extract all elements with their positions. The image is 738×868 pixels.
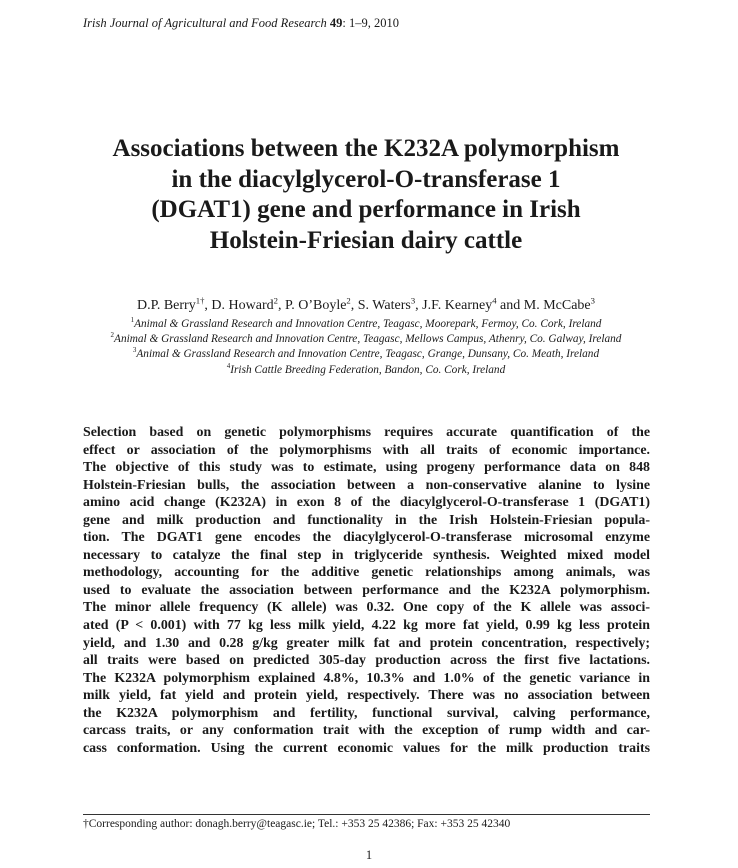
title-line: (DGAT1) gene and performance in Irish: [151, 196, 581, 223]
author-affil-mark: 3: [590, 295, 595, 306]
abstract-line: carcass traits, or any conformation trait with the exception of rump width and car-: [83, 723, 650, 739]
abstract-line: The K232A polymorphism explained 4.8%, 10.3% and 1.0% of the genetic variance in: [83, 670, 650, 686]
author-affil-mark: 4: [492, 295, 497, 306]
abstract: [83, 424, 650, 757]
author-name: J.F. Kearney: [422, 298, 493, 313]
affiliation-text: Animal & Grassland Research and Innovation Centre, Teagasc, Grange, Dunsany, Co. Meath, Ireland: [136, 348, 600, 361]
author-separator: ,: [350, 298, 358, 313]
author-name: D.P. Berry: [137, 298, 196, 313]
author-affil-mark: 3: [410, 295, 416, 306]
affiliations: [40, 317, 692, 378]
abstract-line: amino acid change (K232A) in exon 8 of the diacylglycerol-O-transferase 1 (DGAT1): [83, 495, 650, 511]
abstract-line: ated (P < 0.001) with 77 kg less milk yield, 4.22 kg more fat yield, 0.99 kg less protein: [83, 618, 650, 634]
corresponding-author-footnote: †Corresponding author: donagh.berry@teagasc.ie; Tel.: +353 25 42386; Fax: +353 25 42340: [83, 818, 511, 830]
author-name: S. Waters: [357, 298, 411, 313]
affiliation-number: 3: [132, 346, 137, 355]
author-name: M. McCabe: [523, 298, 591, 313]
author-separator: ,: [415, 298, 423, 313]
abstract-line: The objective of this study was to estimate, using progeny performance data on 848: [83, 460, 650, 476]
author-name: P. O’Boyle: [284, 298, 347, 313]
affiliation: [40, 332, 692, 347]
author-affil-mark: 2: [273, 295, 278, 306]
page-number: 1: [365, 848, 373, 862]
abstract-line: methodology, accounting for the additive genetic relationships among animals, was: [83, 565, 650, 581]
abstract-line: Selection based on genetic polymorphisms requires accurate quantification of the: [83, 425, 650, 440]
author-list: [40, 295, 692, 314]
author-affil-mark: 1†: [195, 295, 205, 306]
abstract-line: effect or association of the polymorphisms with all traits of economic importance.: [83, 442, 650, 458]
affiliation: [40, 347, 692, 362]
affiliation-number: 1: [130, 316, 135, 325]
affiliation-text: Irish Cattle Breeding Federation, Bandon, Co. Cork, Ireland: [230, 363, 506, 376]
affiliation-text: Animal & Grassland Research and Innovation Centre, Teagasc, Moorepark, Fermoy, Co. Cork, Ireland: [134, 318, 602, 330]
author-separator: ,: [204, 298, 212, 313]
journal-volume: 49: [329, 16, 343, 30]
abstract-line: Holstein-Friesian bulls, the association between a non-conservative alanine to lysine: [83, 477, 650, 493]
affiliation: [40, 317, 692, 332]
paper-title: [60, 134, 672, 256]
affiliation-text: Animal & Grassland Research and Innovation Centre, Teagasc, Mellows Campus, Athenry, Co. Galway, Ireland: [114, 333, 622, 346]
abstract-line: The minor allele frequency (K allele) was 0.32. One copy of the K allele was associ-: [83, 600, 650, 616]
abstract-line: the K232A polymorphism and fertility, functional survival, calving performance,: [83, 705, 650, 721]
title-line: Holstein-Friesian dairy cattle: [209, 226, 523, 254]
abstract-line: all traits were based on predicted 305-day production across the first five lactations.: [83, 653, 650, 669]
journal-pages-year: : 1–9, 2010: [342, 16, 399, 30]
title-line: in the diacylglycerol-O-transferase 1: [171, 165, 561, 193]
author-separator: and: [496, 298, 524, 313]
title-line: Associations between the K232A polymorphism: [112, 135, 620, 162]
abstract-line: used to evaluate the association between performance and the K232A polymorphism.: [83, 582, 650, 598]
abstract-line: cass conformation. Using the current economic values for the milk production traits: [83, 740, 650, 756]
abstract-line: gene and milk production and functionality in the Irish Holstein-Friesian popula-: [83, 512, 650, 528]
affiliation: [40, 363, 692, 378]
author-affil-mark: 2: [346, 295, 351, 306]
footnote-divider: [83, 814, 650, 815]
journal-header: [83, 16, 399, 31]
affiliation-number: 2: [110, 331, 115, 340]
abstract-line: necessary to catalyze the final step in triglyceride synthesis. Weighted mixed model: [83, 547, 650, 563]
abstract-line: milk yield, fat yield and protein yield, respectively. There was no association between: [83, 688, 650, 704]
author-separator: ,: [277, 298, 285, 313]
abstract-line: tion. The DGAT1 gene encodes the diacylglycerol-O-transferase microsomal enzyme: [83, 530, 650, 546]
author-name: D. Howard: [211, 298, 274, 313]
abstract-line: yield, and 1.30 and 0.28 g/kg greater milk fat and protein concentration, respectively;: [83, 635, 650, 651]
journal-name: Irish Journal of Agricultural and Food Research: [83, 16, 327, 30]
affiliation-number: 4: [226, 361, 231, 370]
